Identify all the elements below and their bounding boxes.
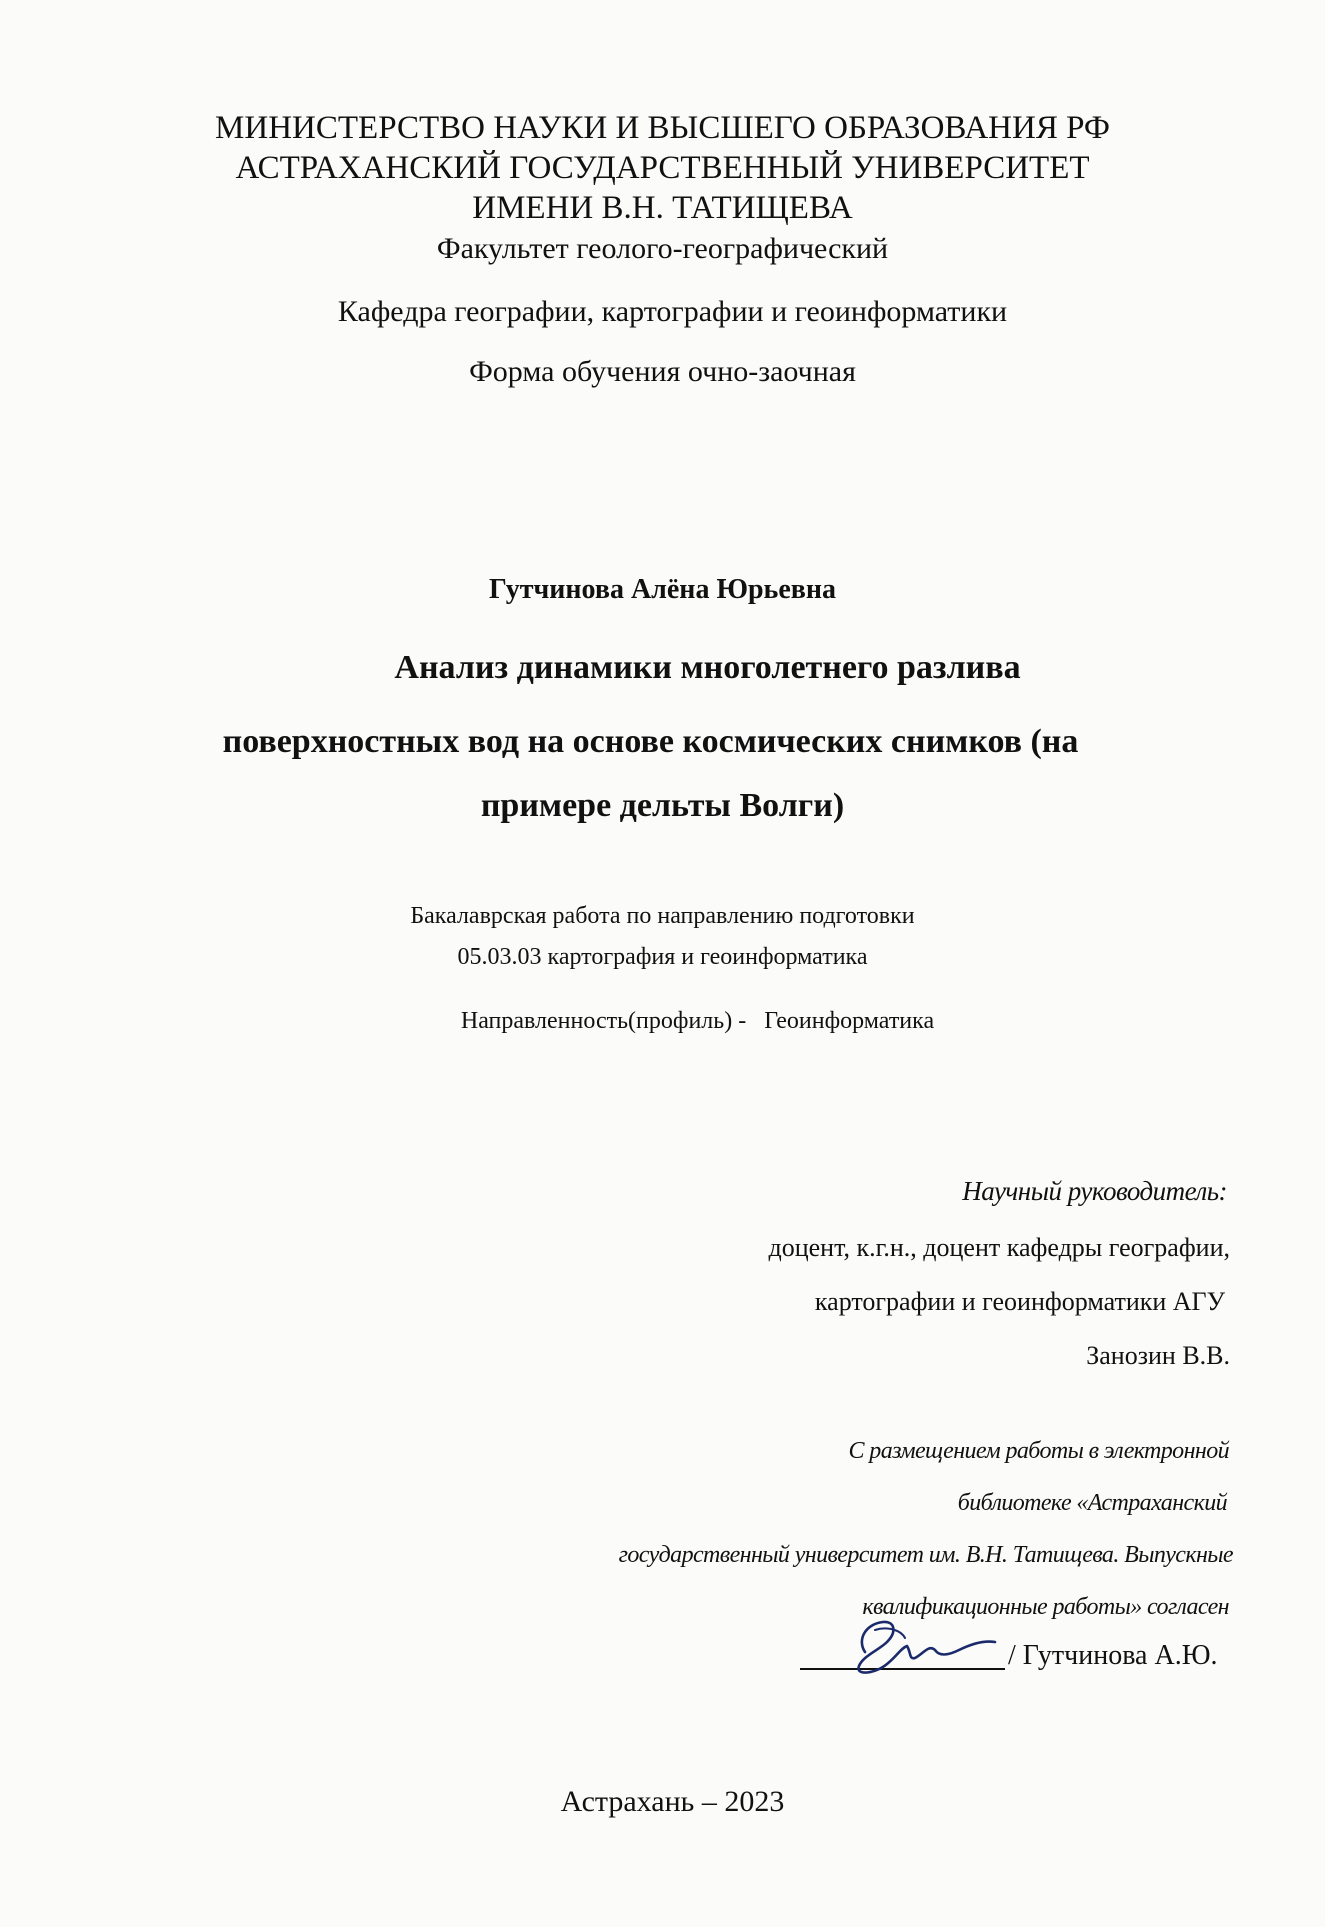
consent-line4: квалификационные работы» согласен (862, 1594, 1229, 1620)
author-name: Гутчинова Алёна Юрьевна (488, 574, 837, 605)
faculty-name: Факультет геолого-географический (436, 232, 889, 265)
work-direction: 05.03.03 картография и геоинформатика (457, 944, 868, 970)
signatory-name: / Гутчинова А.Ю. (1008, 1640, 1218, 1671)
university-heading-line2: ИМЕНИ В.Н. ТАТИЩЕВА (472, 190, 853, 226)
work-profile: Направленность(профиль) - Геоинформатика (460, 1008, 935, 1034)
work-type: Бакалаврская работа по направлению подготовки (410, 903, 915, 929)
ministry-heading: МИНИСТЕРСТВО НАУКИ И ВЫСШЕГО ОБРАЗОВАНИЯ РФ (215, 110, 1110, 146)
thesis-title-line2: поверхностных вод на основе космических снимков (на (222, 723, 1079, 760)
handwritten-signature (835, 1612, 1005, 1682)
consent-line1: С размещением работы в электронной (848, 1438, 1229, 1464)
supervisor-label: Научный руководитель: (962, 1176, 1227, 1206)
department-name: Кафедра географии, картографии и геоинформатики (337, 295, 1008, 328)
thesis-title-line3: примере дельты Волги) (480, 787, 845, 824)
supervisor-position-line1: доцент, к.г.н., доцент кафедры географии, (768, 1233, 1230, 1262)
consent-line3: государственный университет им. В.Н. Татищева. Выпускные (618, 1542, 1233, 1568)
study-form: Форма обучения очно-заочная (469, 355, 856, 388)
supervisor-name: Занозин В.В. (1086, 1341, 1230, 1370)
university-heading-line1: АСТРАХАНСКИЙ ГОСУДАРСТВЕННЫЙ УНИВЕРСИТЕТ (235, 150, 1090, 186)
supervisor-position-line2: картографии и геоинформатики АГУ (814, 1287, 1225, 1316)
thesis-title-line1: Анализ динамики многолетнего разлива (394, 649, 1021, 686)
city-year: Астрахань – 2023 (560, 1785, 785, 1818)
consent-line2: библиотеке «Астраханский (957, 1490, 1227, 1516)
